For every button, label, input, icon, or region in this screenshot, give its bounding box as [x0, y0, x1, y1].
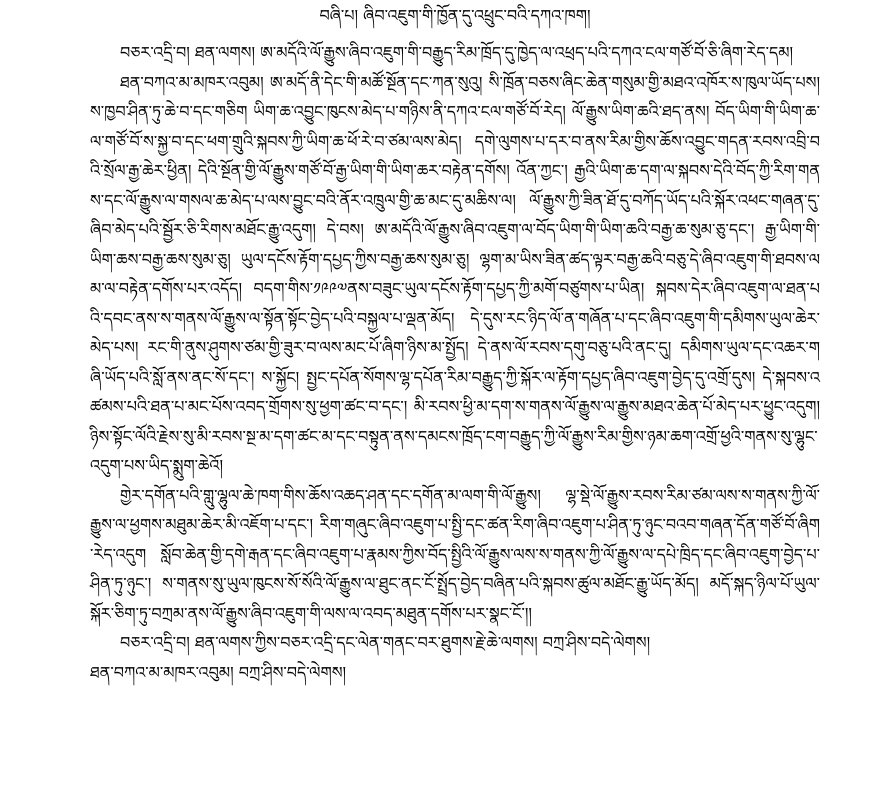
document-title: བཞི་པ། ཞིབ་འཇུག་གི་ཁྱོན་དུ་འཕྲུང་བའི་དཀའ་ཁག། — [319, 6, 591, 25]
interviewee-answer: ཐན་བཀའ་མ་མཁར་འབུམ། ཨ་མདོ་ནི་དེང་གི་མཚོ་སྔོན་དང་ཀན་སུའུ། སི་ཁྲོན་བཅས་ཞིང་ཆེན་གསུམ་གྱི་མཐའ་འཁོར་ས་ཁུལ་ཡོད་པས། ས་ཁྱབ་ཤིན་ཏུ་ཆེ་བ་དང་གཅིག ཡིག་ཆ་འབྱུང་ཁུངས་མེད་པ་གཉིས་ནི་དཀའ་ངལ་གཙོ་བོ་རེད། ལོ་རྒྱུས་ཡིག་ཆའི་ཐད་ནས། བོད་ཡིག་གི་ཡིག་ཆ་ལ་གཙོ་བོ་ས་སྐྱ་བ་དང་ཕག་གྲུའི་སྐབས་ཀྱི་ཡིག་ཆ་ཕོ་རེ་བ་ཙམ་ལས་མེད། དགེ་ལུགས་པ་དར་བ་ནས་རིམ་གྱིས་ཆོས་འབྱུང་གདན་རབས་འབྲི་བའི་སྲོལ་རྒྱ་ཆེར་ཕྱིན། དེའི་སྔོན་གྱི་ལོ་རྒྱུས་གཙོ་བོ་རྒྱ་ཡིག་གི་ཡིག་ཆར་བརྟེན་དགོས། འོན་ཀྱང་། རྒྱའི་ཡིག་ཆ་དག་ལ་སྐབས་དེའི་བོད་ཀྱི་རིག་གནས་དང་ལོ་རྒྱུས་ལ་གསལ་ཆ་མེད་པ་ལས་བྱུང་བའི་ནོར་འཁྲུལ་གྱི་ཆ་མང་དུ་མཆིས་ལ། ལོ་རྒྱུས་ཀྱི་ཟིན་ཐོ་དུ་བཀོད་ཡོད་པའི་སྐོར་འཕང་གཞན་དུ་ཞིབ་མེད་པའི་སྦྱོར་ཅི་རིགས་མཐོང་རྒྱུ་འདུག། དེ་བས། ཨ་མདོའི་ལོ་རྒྱུས་ཞིབ་འཇུག་ལ་བོད་ཡིག་གི་ཡིག་ཆའི་བརྒྱ་ཆ་སུམ་ཅུ་དང་། རྒྱ་ཡིག་གི་ཡིག་ཆས་བརྒྱ་ཆས་སུམ་ཅུ། ཡུལ་དངོས་རྟོག་དཔྱད་ཀྱིས་བརྒྱ་ཆས་སུམ་ཅུ། ལྷག་མ་ཡིས་ཟིན་ཚད་ལྟར་བརྒྱ་ཆའི་བཅུ་དེ་ཞིབ་འཇུག་གི་ཐབས་ལམ་ལ་བརྟེན་དགོས་པར་འདོད། བདག་གིས་༡༩༩༧ནས་བཟུང་ཡུལ་དངོས་རྟོག་དཔྱད་ཀྱི་མགོ་བཙུགས་པ་ཡིན། སྐབས་དེར་ཞིབ་འཇུག་ལ་ཐན་པའི་དབང་ནས་ས་གནས་ལོ་རྒྱུས་ལ་སྟོན་སྟོང་བྱེད་པའི་བསྐྱལ་པ་ལྡན་མོད། དེ་དུས་རང་ཉིད་ལོ་ན་གཞོན་པ་དང་ཞིབ་འཇུག་གི་དམིགས་ཡུལ་ཆེར་མེད་པས། རང་གི་ནུས་ཤུགས་ཙམ་གྱི་ཟུར་བ་ལས་མང་པོ་ཞིག་ཉིས་མ་སྤྱོད། དེ་ནས་ལོ་རབས་དགུ་བཅུ་པའི་ནང་དུ། དམིགས་ཡུལ་དང་འཆར་གཞི་ཡོད་པའི་སློ་ནས་ནང་སོ་དང་། ས་སྐྱོང། སྤྱང་དཔོན་སོགས་ལྷ་དཔོན་རིམ་བརྒྱུད་ཀྱི་སྐོར་ལ་རྟོག་དཔྱད་ཞིབ་འཇུག་བྱེད་དུ་འགྲོ་དུས། དེ་སྐབས་འཚམས་པའི་ཐན་པ་མང་པོས་འབད་གྲོགས་སུ་ཕྱག་ཚང་བ་དང་། མི་རབས་ཕྱི་མ་དག་ས་གནས་ལོ་རྒྱུས་ལ་རྒྱུས་མཐའ་ཆེན་པོ་མེད་པར་ཕྱུང་འདུག། ཉིས་སྟོང་ལོའི་རྗེས་སུ་མི་རབས་སྔ་མ་དག་ཚང་མ་དང་བསྟུན་ནས་དམངས་ཁྲོད་ངག་བརྒྱུད་ཀྱི་ལོ་རྒྱུས་རིམ་གྱིས་ཉམ་ཆག་འགྲོ་ཕྱའི་གནས་སུ་ལྷུང་འདུག་པས་ཡིད་སྨུག་ཆེའོ། — [90, 72, 820, 475]
answer-continuation: གྱེར་དགོན་པའི་གླུ་ལྷུལ་ཆེ་ཁག་གིས་ཆོས་འཆད་ཤན་དང་དགོན་མ་ལག་གི་ལོ་རྒྱུས། ལྷ་སྡེ་ལོ་རྒྱུས་རབས་རིམ་ཙམ་ལས་ས་གནས་ཀྱི་ལོ་རྒྱུས་ལ་ཕྱགས་མཐུམ་ཆེར་མི་འཇོག་པ་དང་། རིག་གཞུང་ཞིབ་འཇུག་པ་སྤྱི་དང་ཚན་རིག་ཞིབ་འཇུག་པ་ཤིན་ཏུ་ཉུང་བའབ་གཞན་དོན་གཙོ་བོ་ཞིག་རེད་འདུག སློབ་ཆེན་གྱི་དགེ་རྒན་དང་ཞིབ་འཇུག་པ་རྣམས་ཀྱིས་བོད་སྤྱིའི་ལོ་རྒྱུས་ལས་ས་གནས་ཀྱི་ལོ་རྒྱུས་ལ་དཔེ་ཁྲིད་དང་ཞིབ་འཇུག་བྱེད་པ་ཤིན་ཏུ་ཉུང་། ས་གནས་སུ་ཡུལ་ཁུངས་སོ་སོའི་ལོ་རྒྱུས་ལ་ཐུང་ནང་ངོ་སྤྲོད་བྱེད་བཞིན་པའི་སྐབས་ཚུལ་མཐོང་རྒྱུ་ཡོད་མོད། མདོ་སྐད་ཉིལ་པོ་ཡུལ་སྐོར་ཅིག་ཏུ་བཀྲམ་ནས་ལོ་རྒྱུས་ཞིབ་འཇུག་གི་ལས་ལ་འབད་མཐུན་དགོས་པར་སྣང་ངོ་།། — [90, 485, 820, 623]
interviewer-question: བཅར་འདྲི་བ། ཐན་ལགས། ཨ་མདོའི་ལོ་རྒྱུས་ཞིབ་འཇུག་གི་བརྒྱུད་རིམ་ཁྲོད་དུ་ཁྱེད་ལ་འཕྲད་པའི་དཀའ་ངལ་གཙོ་བོ་ཅི་ཞིག་རེད་དམ། — [120, 43, 794, 62]
interviewee-closing: ཐན་བཀའ་མ་མཁར་འབུམ། བཀྲ་ཤིས་བདེ་ལེགས། — [90, 662, 347, 682]
interviewer-closing: བཅར་འདྲི་བ། ཐན་ལགས་ཀྱིས་བཅར་འདྲི་དང་ལེན་གནང་བར་ཐུགས་རྗེ་ཆེ་ལགས། བཀྲ་ཤིས་བདེ་ལེགས། — [120, 633, 651, 652]
